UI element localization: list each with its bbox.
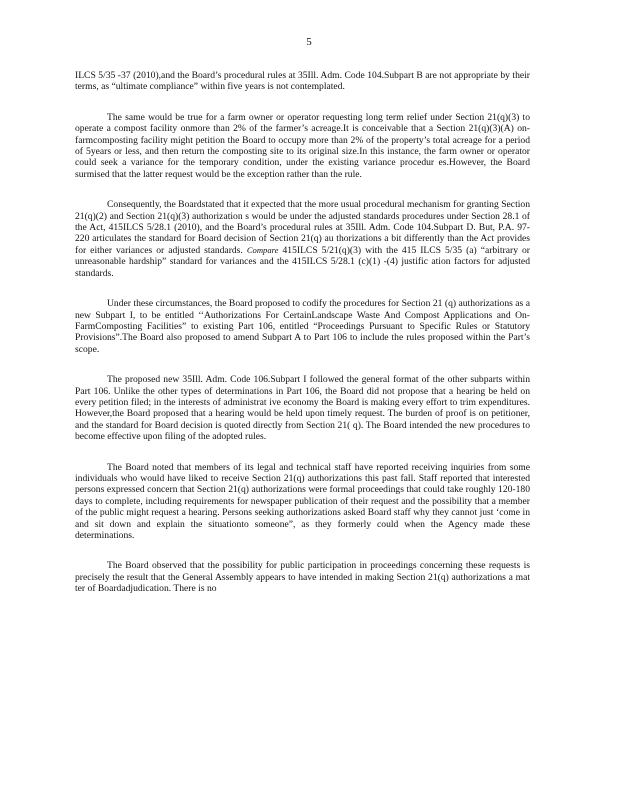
paragraph-staff-inquiries: The Board noted that members of its legal and technical staff have reported receiving inquiries from some individuals who would have liked to receive Section 21(q) authorizations this past fall. Staff reported that interested persons expressed concern that Section 21(q) authorizations were formal proceedings that could take roughly 120-180 days to complete, including requirements for newspaper publication of their request and the possibility that a member of the public might request a hearing. Persons seeking authorizations asked Board staff why they cannot just ‘come in and sit down and explain the situationto someone”, as they formerly could when the Agency made these determinations.	[75, 461, 530, 541]
document-body	[75, 70, 530, 595]
paragraph-adjusted-standards-text-end: 415ILCS 5/21(q)(3) with the 415 ILCS 5/35 (a) “arbitrary or unreasonable hardship” standard for variances and the 415ILCS 5/28.1 (c)(1) -(4) justific ation factors for adjusted standards.	[75, 244, 530, 279]
italic-compare: Compare	[246, 244, 279, 255]
paragraph-public-participation: The Board observed that the possibility for public participation in proceedings concerning these requests is precisely the result that the General Assembly appears to have intended in making Section 21(q) authorizations a mat ter of Boardadjudication. There is no	[75, 560, 530, 595]
paragraph-continuation: ILCS 5/35 -37 (2010),and the Board’s procedural rules at 35Ill. Adm. Code 104.Subpart B are not appropriate by their terms, as “ultimate compliance” within five years is not contemplated.	[75, 70, 530, 93]
paragraph-subpart-i-proposal: Under these circumstances, the Board proposed to codify the procedures for Section 21 (q) authorizations as a new Subpart I, to be entitled ‘‘Authorizations For CertainLandscape Waste And Compost Applications and On-FarmComposting Facilities” to existing Part 106, entitled “Proceedings Pursuant to Specific Rules or Statutory Provisions”.The Board also proposed to amend Subpart A to Part 106 to include the rules proposed within the Part’s scope.	[75, 298, 530, 355]
page-number: 5	[306, 36, 312, 48]
paragraph-subpart-format: The proposed new 35Ill. Adm. Code 106.Subpart I followed the general format of the other subparts within Part 106. Unlike the other types of determinations in Part 106, the Board did not propose that a hearing be held on every petition filed; in the interests of administrat ive economy the Board is making every effort to trim expenditures. However,the Board proposed that a hearing would be held upon timely request. The burden of proof is on petitioner, and the standard for Board decision is quoted directly from Section 21( q). The Board intended the new procedures to become effective upon filing of the adopted rules.	[75, 374, 530, 443]
paragraph-adjusted-standards-text: Consequently, the Boardstated that it expected that the more usual procedural mechanism for granting Section 21(q)(2) and Section 21(q)(3) authorization s would be under the adjusted standards procedures under Section 28.1 of the Act, 415ILCS 5/28.1 (2010), and the Board’s procedural rules at 35Ill. Adm. Code 104.Subpart D. But, P.A. 97-220 articulates the standard for Board decision of Section 21(q) au thorizations a bit differently than the Act provides for either variances or adjusted standards.	[75, 199, 530, 256]
paragraph-adjusted-standards	[75, 199, 530, 279]
paragraph-farm-owner-relief: The same would be true for a farm owner or operator requesting long term relief under Section 21(q)(3) to operate a compost facility onmore than 2% of the farmer’s acreage.It is conceivable that a Section 21(q)(3)(A) on-farmcomposting facility might petition the Board to occupy more than 2% of the property’s total acreage for a period of 5years or less, and then return the composting site to its original size.In this instance, the farm owner or operator could seek a variance for the temporary condition, under the existing variance procedur es.However, the Board surmised that the latter request would be the exception rather than the rule.	[75, 111, 530, 180]
